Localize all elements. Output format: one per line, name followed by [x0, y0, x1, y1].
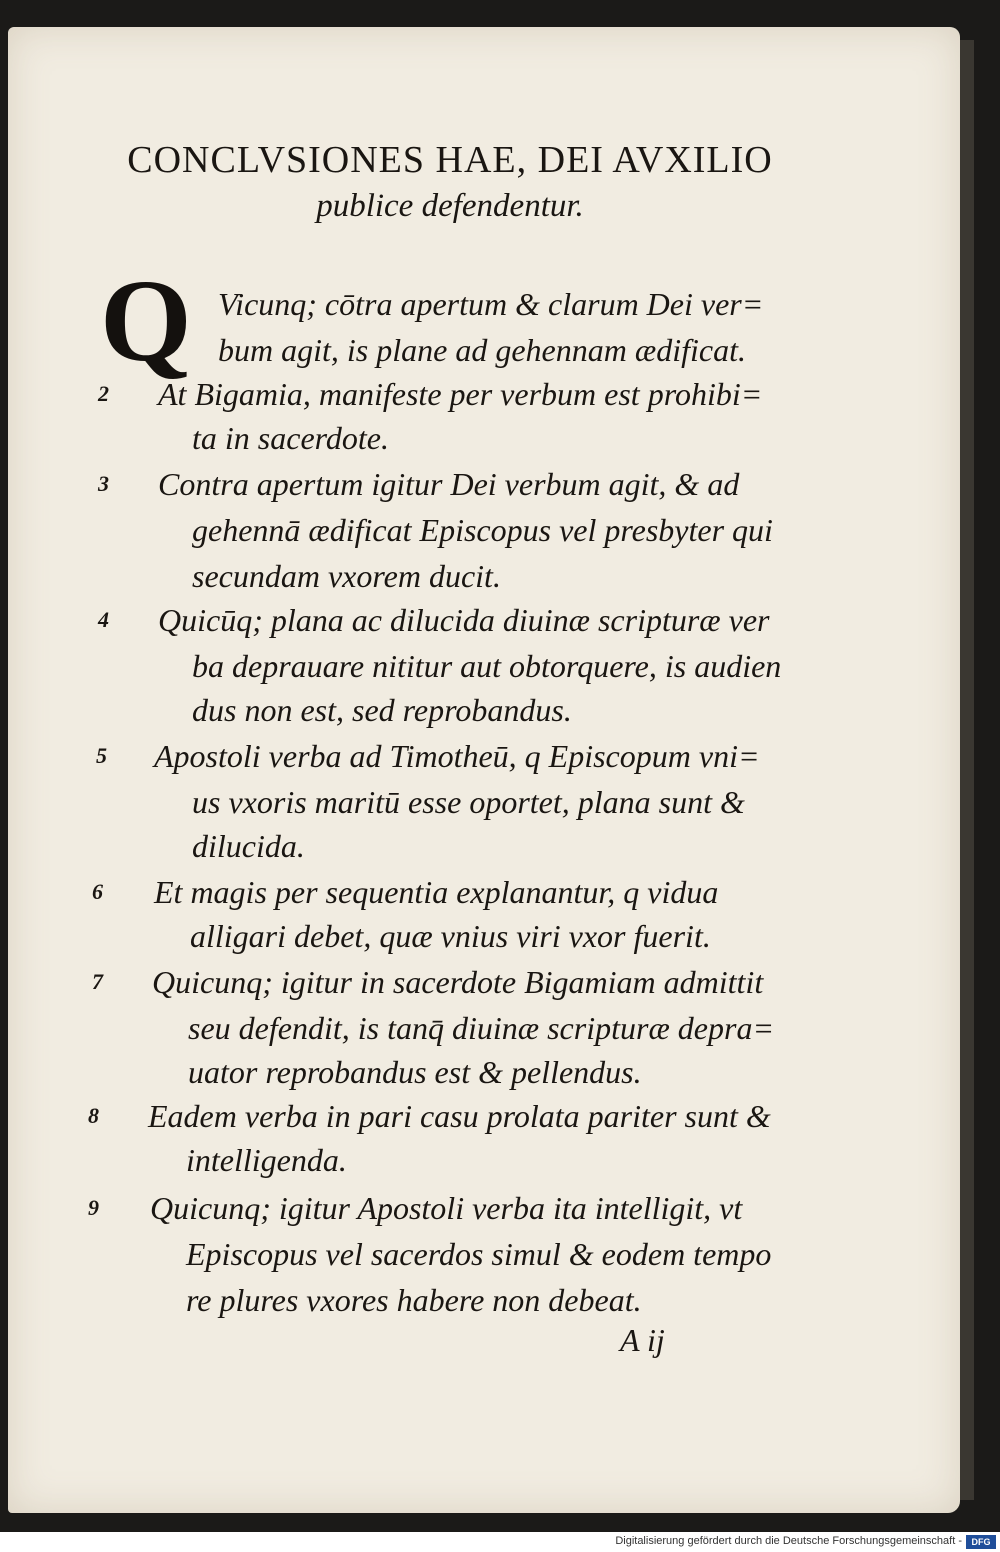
text-line: us vxoris maritū esse oportet, plana sunt &	[192, 784, 745, 820]
text-line: Eadem verba in pari casu prolata pariter sunt &	[148, 1098, 771, 1134]
text-line: intelligenda.	[186, 1142, 347, 1178]
funding-credit: Digitalisierung gefördert durch die Deutsche Forschungsgemeinschaft -	[615, 1535, 962, 1547]
text-line: Quicunq; igitur Apostoli verba ita intelligit, vt	[150, 1190, 743, 1226]
paragraph-number: 7	[92, 969, 103, 994]
text-line: seu defendit, is tanq̄ diuinæ scripturæ depra=	[188, 1010, 775, 1046]
signature-mark: A ij	[620, 1322, 665, 1358]
drop-cap: Q	[100, 255, 192, 386]
text-line: gehennā ædificat Episcopus vel presbyter qui	[192, 512, 773, 548]
page-edge	[960, 40, 974, 1500]
footer-bar	[0, 1532, 1000, 1552]
paragraph-number: 8	[88, 1103, 99, 1128]
heading-title: CONCLVSIONES HAE, DEI AVXILIO	[127, 139, 773, 181]
text-line: secundam vxorem ducit.	[192, 558, 501, 594]
text-line: alligari debet, quæ vnius viri vxor fuerit.	[190, 918, 711, 954]
paragraph-number: 5	[96, 743, 107, 768]
paragraph-number: 6	[92, 879, 103, 904]
paragraph-number: 9	[88, 1195, 99, 1220]
text-line: Et magis per sequentia explanantur, q vidua	[154, 874, 719, 910]
paragraph-number: 2	[98, 381, 109, 406]
text-line: ba deprauare nititur aut obtorquere, is audien	[192, 648, 782, 684]
text-line: Apostoli verba ad Timotheū, q Episcopum vni=	[154, 738, 760, 774]
text-line: uator reprobandus est & pellendus.	[188, 1054, 642, 1090]
text-line: Quicunq; igitur in sacerdote Bigamiam admittit	[152, 964, 764, 1000]
text-line: dus non est, sed reprobandus.	[192, 692, 572, 728]
text-line: dilucida.	[192, 828, 305, 864]
paragraph-number: 3	[98, 471, 109, 496]
paragraph-number: 4	[98, 607, 109, 632]
text-line: At Bigamia, manifeste per verbum est prohibi=	[158, 376, 763, 412]
text-line: re plures vxores habere non debeat.	[186, 1282, 642, 1318]
text-line: Quicūq; plana ac dilucida diuinæ scripturæ ver	[158, 602, 770, 638]
text-line: bum agit, is plane ad gehennam ædificat.	[218, 332, 746, 368]
dfg-logo: DFG	[966, 1535, 996, 1549]
text-line: Contra apertum igitur Dei verbum agit, & ad	[158, 466, 740, 502]
text-line: ta in sacerdote.	[192, 420, 389, 456]
heading-subtitle: publice defendentur.	[316, 188, 584, 224]
text-line: Vicunq; cōtra apertum & clarum Dei ver=	[218, 286, 764, 322]
text-line: Episcopus vel sacerdos simul & eodem tempo	[186, 1236, 772, 1272]
